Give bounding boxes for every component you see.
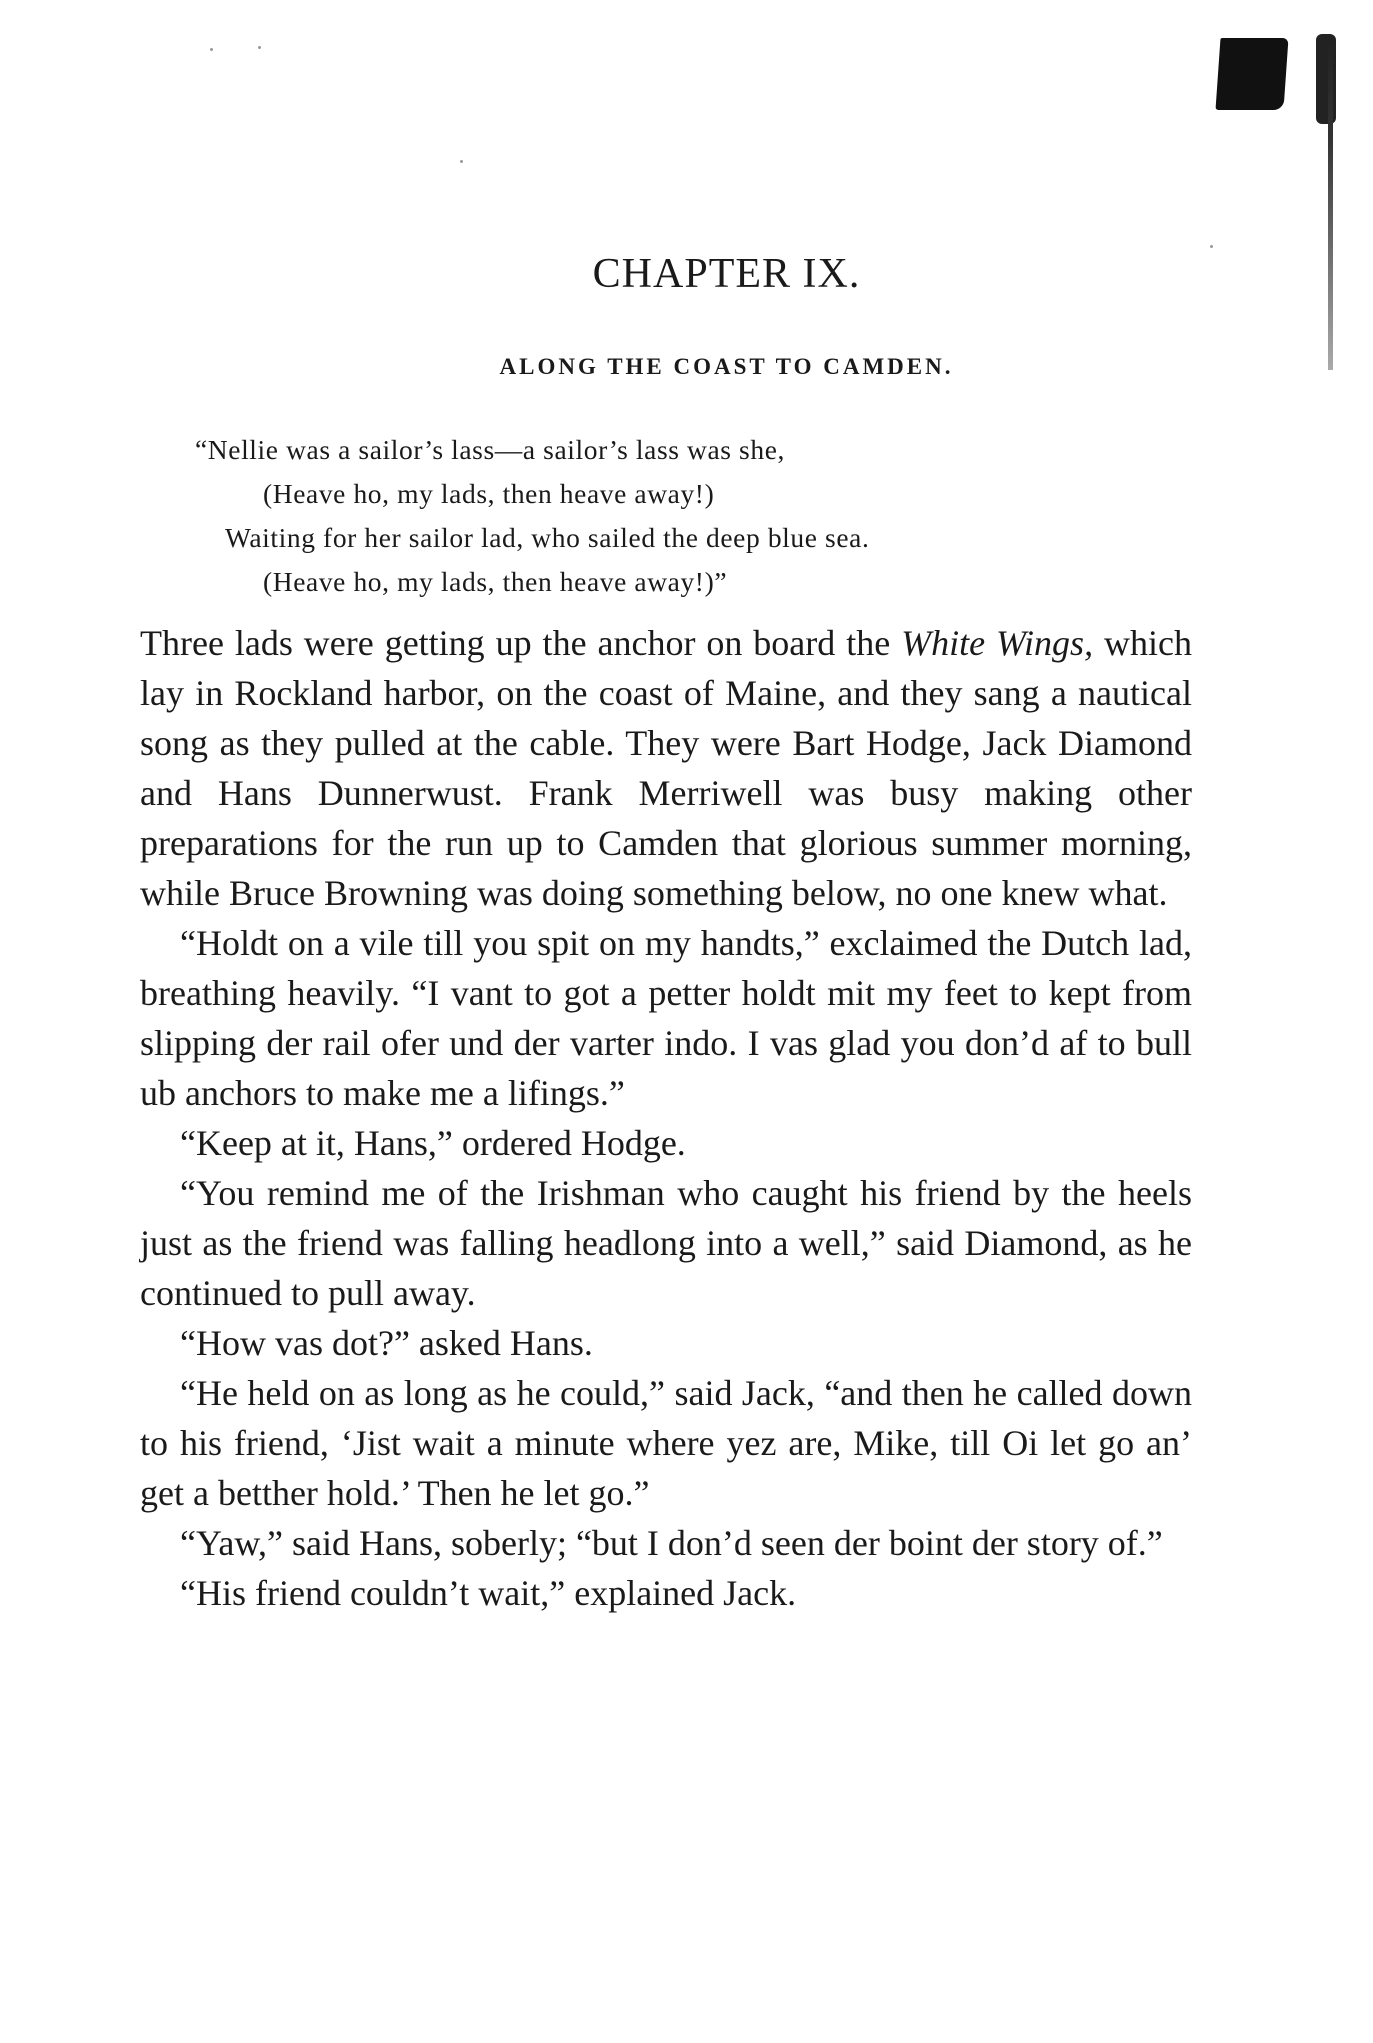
verse-line: (Heave ho, my lads, then heave away!)” xyxy=(263,566,728,597)
paragraph: “He held on as long as he could,” said Jack, “and then he called down to his friend, ‘Jist wait a minute where yez are, Mike, till Oi let go an’ get a betther hold.’ Then he let go.” xyxy=(140,1373,1192,1513)
page-edge-line xyxy=(1328,40,1333,370)
scan-speck xyxy=(460,160,463,163)
verse-line: (Heave ho, my lads, then heave away!) xyxy=(263,478,715,509)
binding-mark xyxy=(1316,34,1336,124)
epigraph-verse xyxy=(195,428,1195,604)
scan-speck xyxy=(1210,245,1213,248)
scan-speck xyxy=(258,46,261,49)
chapter-subtitle: ALONG THE COAST TO CAMDEN. xyxy=(499,354,954,379)
verse-line: “Nellie was a sailor’s lass—a sailor’s lass was she, xyxy=(195,434,785,465)
ship-name: White Wings, xyxy=(901,623,1094,663)
paragraph-rest: which lay in Rockland harbor, on the coast of Maine, and they sang a nautical song as they pulled at the cable. They were Bart Hodge, Jack Diamond and Hans Dunnerwust. Frank Merriwell was busy making other preparations for the run up to Camden that glorious summer morning, while Bruce Browning was doing something below, no one knew what. xyxy=(140,623,1192,913)
paragraph: “Holdt on a vile till you spit on my handts,” exclaimed the Dutch lad, breathing heavily. “I vant to got a petter holdt mit my feet to kept from slipping der rail ofer und der varter indo. I vas glad you don’d af to bull ub anchors to make me a lifings.” xyxy=(140,923,1192,1113)
paragraph-lead: Three lads were getting up the anchor on board the xyxy=(140,623,902,663)
chapter-title: CHAPTER IX. xyxy=(592,251,861,297)
paragraph: “His friend couldn’t wait,” explained Jack. xyxy=(180,1573,797,1613)
paragraph xyxy=(140,618,1192,918)
paragraph: “Keep at it, Hans,” ordered Hodge. xyxy=(180,1123,686,1163)
paragraph: “Yaw,” said Hans, soberly; “but I don’d seen der boint der story of.” xyxy=(180,1523,1163,1563)
paragraph: “How vas dot?” asked Hans. xyxy=(180,1323,593,1363)
chapter-body xyxy=(140,618,1192,1618)
verse-line: Waiting for her sailor lad, who sailed the deep blue sea. xyxy=(225,522,870,553)
paragraph: “You remind me of the Irishman who caught his friend by the heels just as the friend was falling headlong into a well,” said Diamond, as he continued to pull away. xyxy=(140,1173,1192,1313)
scan-speck xyxy=(210,48,213,51)
scan-ink-blot xyxy=(1215,38,1288,110)
